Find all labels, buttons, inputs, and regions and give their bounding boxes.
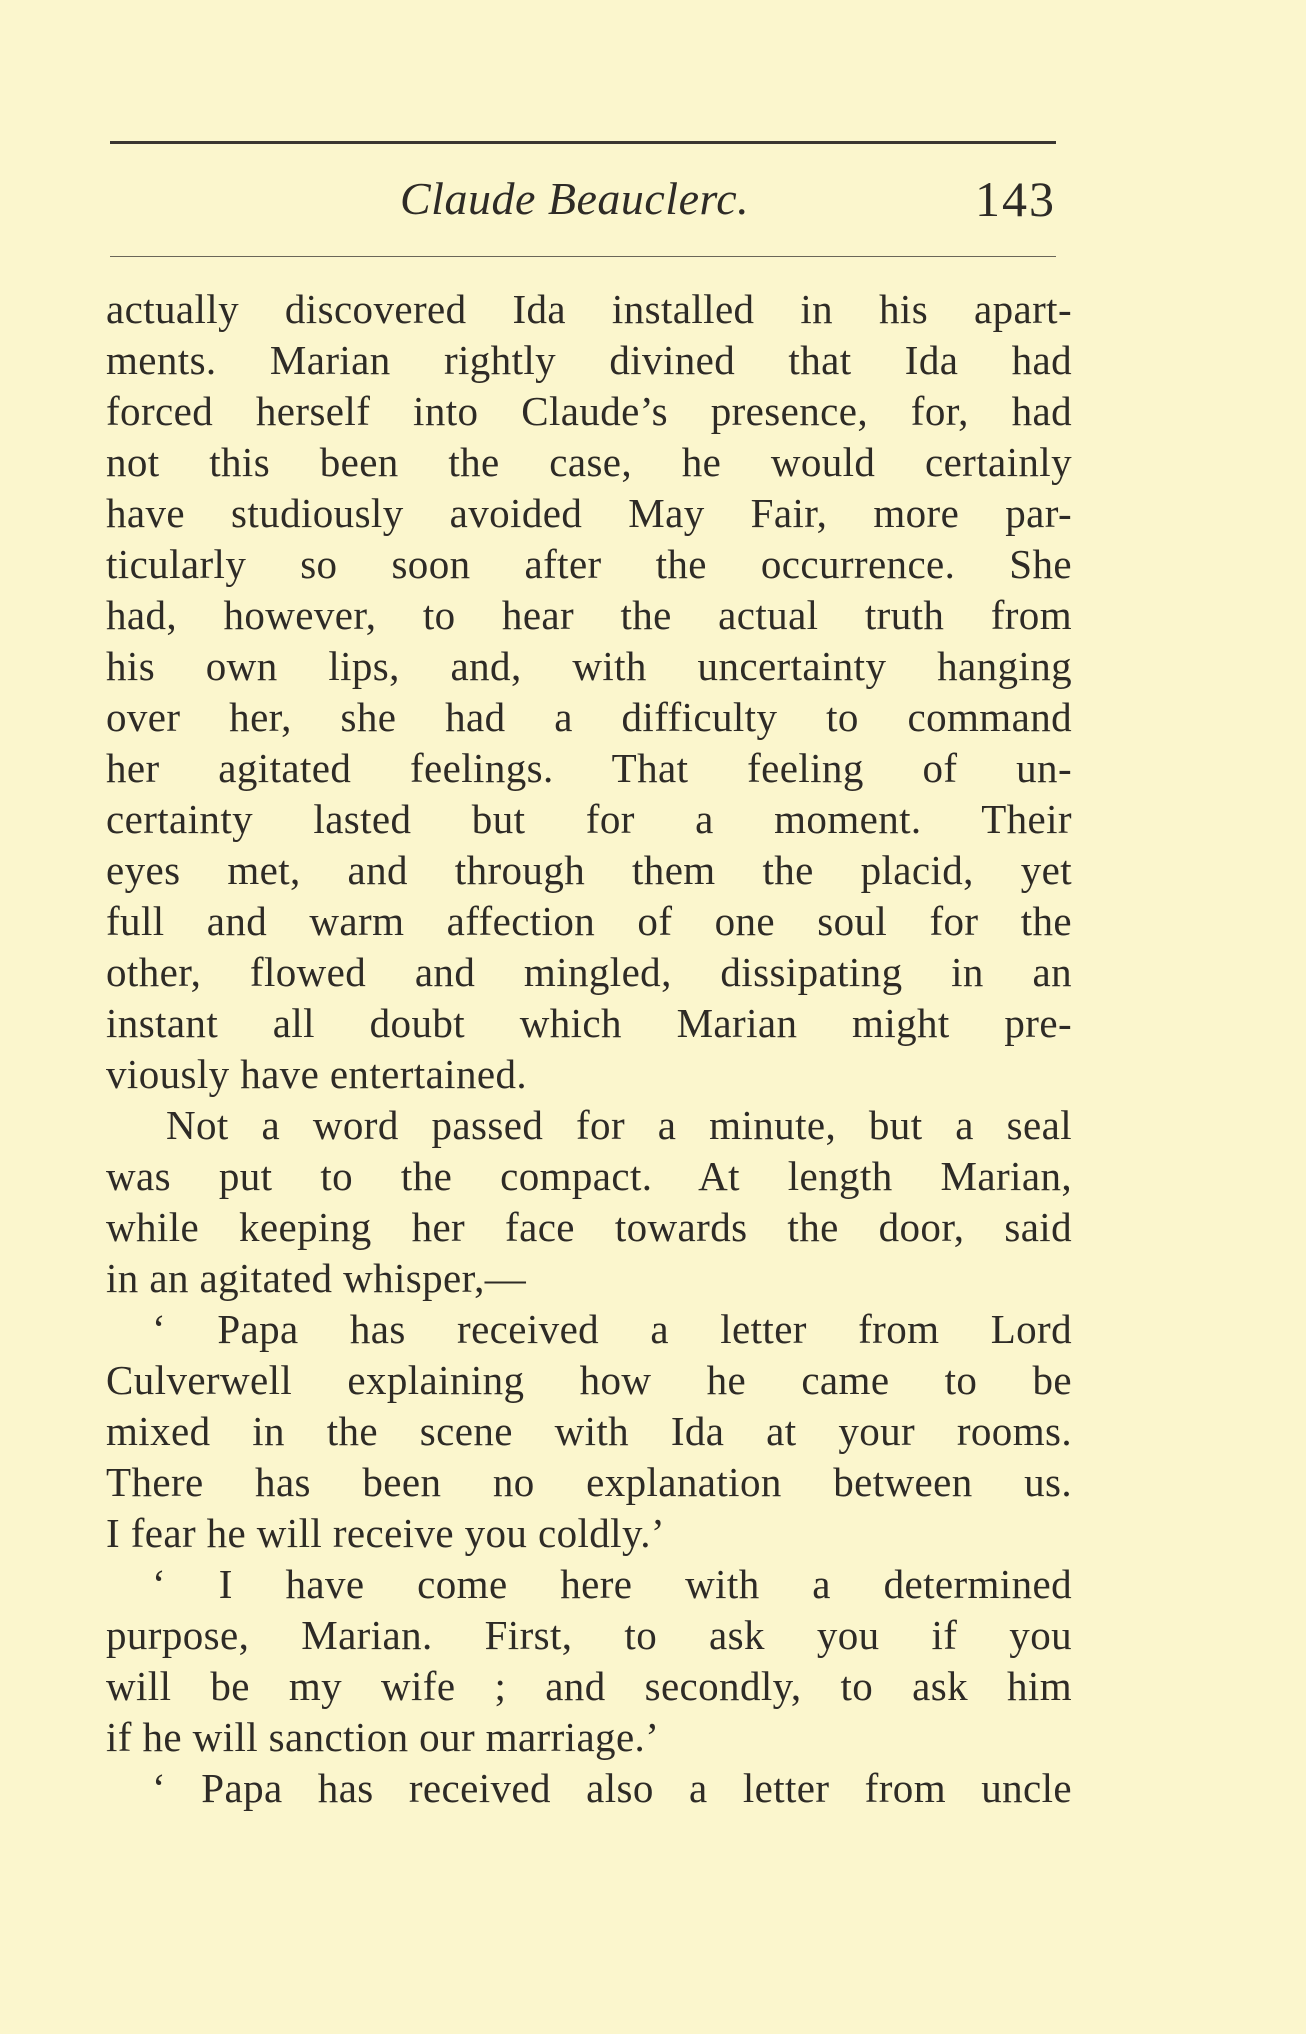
page-number: 143 bbox=[975, 171, 1056, 227]
text-line: forced herself into Claude’s presence, for, had bbox=[106, 388, 1072, 434]
text-line: ‘ Papa has received also a letter from uncle bbox=[152, 1765, 1072, 1811]
text-line: will be my wife ; and secondly, to ask him bbox=[106, 1663, 1072, 1709]
text-line: over her, she had a difficulty to command bbox=[106, 694, 1072, 740]
text-line: purpose, Marian. First, to ask you if you bbox=[106, 1612, 1072, 1658]
text-line: was put to the compact. At length Marian, bbox=[106, 1153, 1072, 1199]
text-line: certainty lasted but for a moment. Their bbox=[106, 796, 1072, 842]
text-line: Culverwell explaining how he came to be bbox=[106, 1357, 1072, 1403]
text-line: ticularly so soon after the occurrence. She bbox=[106, 541, 1072, 587]
text-line: viously have entertained. bbox=[106, 1051, 528, 1097]
text-line: her agitated feelings. That feeling of un- bbox=[106, 745, 1072, 791]
text-line: full and warm affection of one soul for the bbox=[106, 898, 1072, 944]
text-line: ‘ I have come here with a determined bbox=[152, 1561, 1072, 1607]
text-line: in an agitated whisper,— bbox=[106, 1255, 527, 1301]
text-line: I fear he will receive you coldly.’ bbox=[106, 1510, 665, 1556]
body-text bbox=[106, 284, 1072, 1814]
text-line: eyes met, and through them the placid, yet bbox=[106, 847, 1072, 893]
running-head bbox=[110, 166, 1056, 236]
running-title: Claude Beauclerc. bbox=[400, 173, 750, 224]
text-line: mixed in the scene with Ida at your rooms. bbox=[106, 1408, 1072, 1454]
text-line: not this been the case, he would certainly bbox=[106, 439, 1072, 485]
header-rule-bottom bbox=[110, 256, 1056, 257]
text-line: have studiously avoided May Fair, more par- bbox=[106, 490, 1072, 536]
text-line: actually discovered Ida installed in his apart- bbox=[106, 286, 1072, 332]
text-line: had, however, to hear the actual truth from bbox=[106, 592, 1072, 638]
text-line: ments. Marian rightly divined that Ida had bbox=[106, 337, 1072, 383]
text-line: while keeping her face towards the door, said bbox=[106, 1204, 1072, 1250]
text-line: his own lips, and, with uncertainty hanging bbox=[106, 643, 1072, 689]
text-line: instant all doubt which Marian might pre- bbox=[106, 1000, 1072, 1046]
text-line: other, flowed and mingled, dissipating in an bbox=[106, 949, 1072, 995]
text-line: if he will sanction our marriage.’ bbox=[106, 1714, 660, 1760]
text-line: ‘ Papa has received a letter from Lord bbox=[152, 1306, 1072, 1352]
text-line: Not a word passed for a minute, but a seal bbox=[166, 1102, 1072, 1148]
text-line: There has been no explanation between us. bbox=[106, 1459, 1072, 1505]
header-rule-top bbox=[110, 141, 1056, 144]
